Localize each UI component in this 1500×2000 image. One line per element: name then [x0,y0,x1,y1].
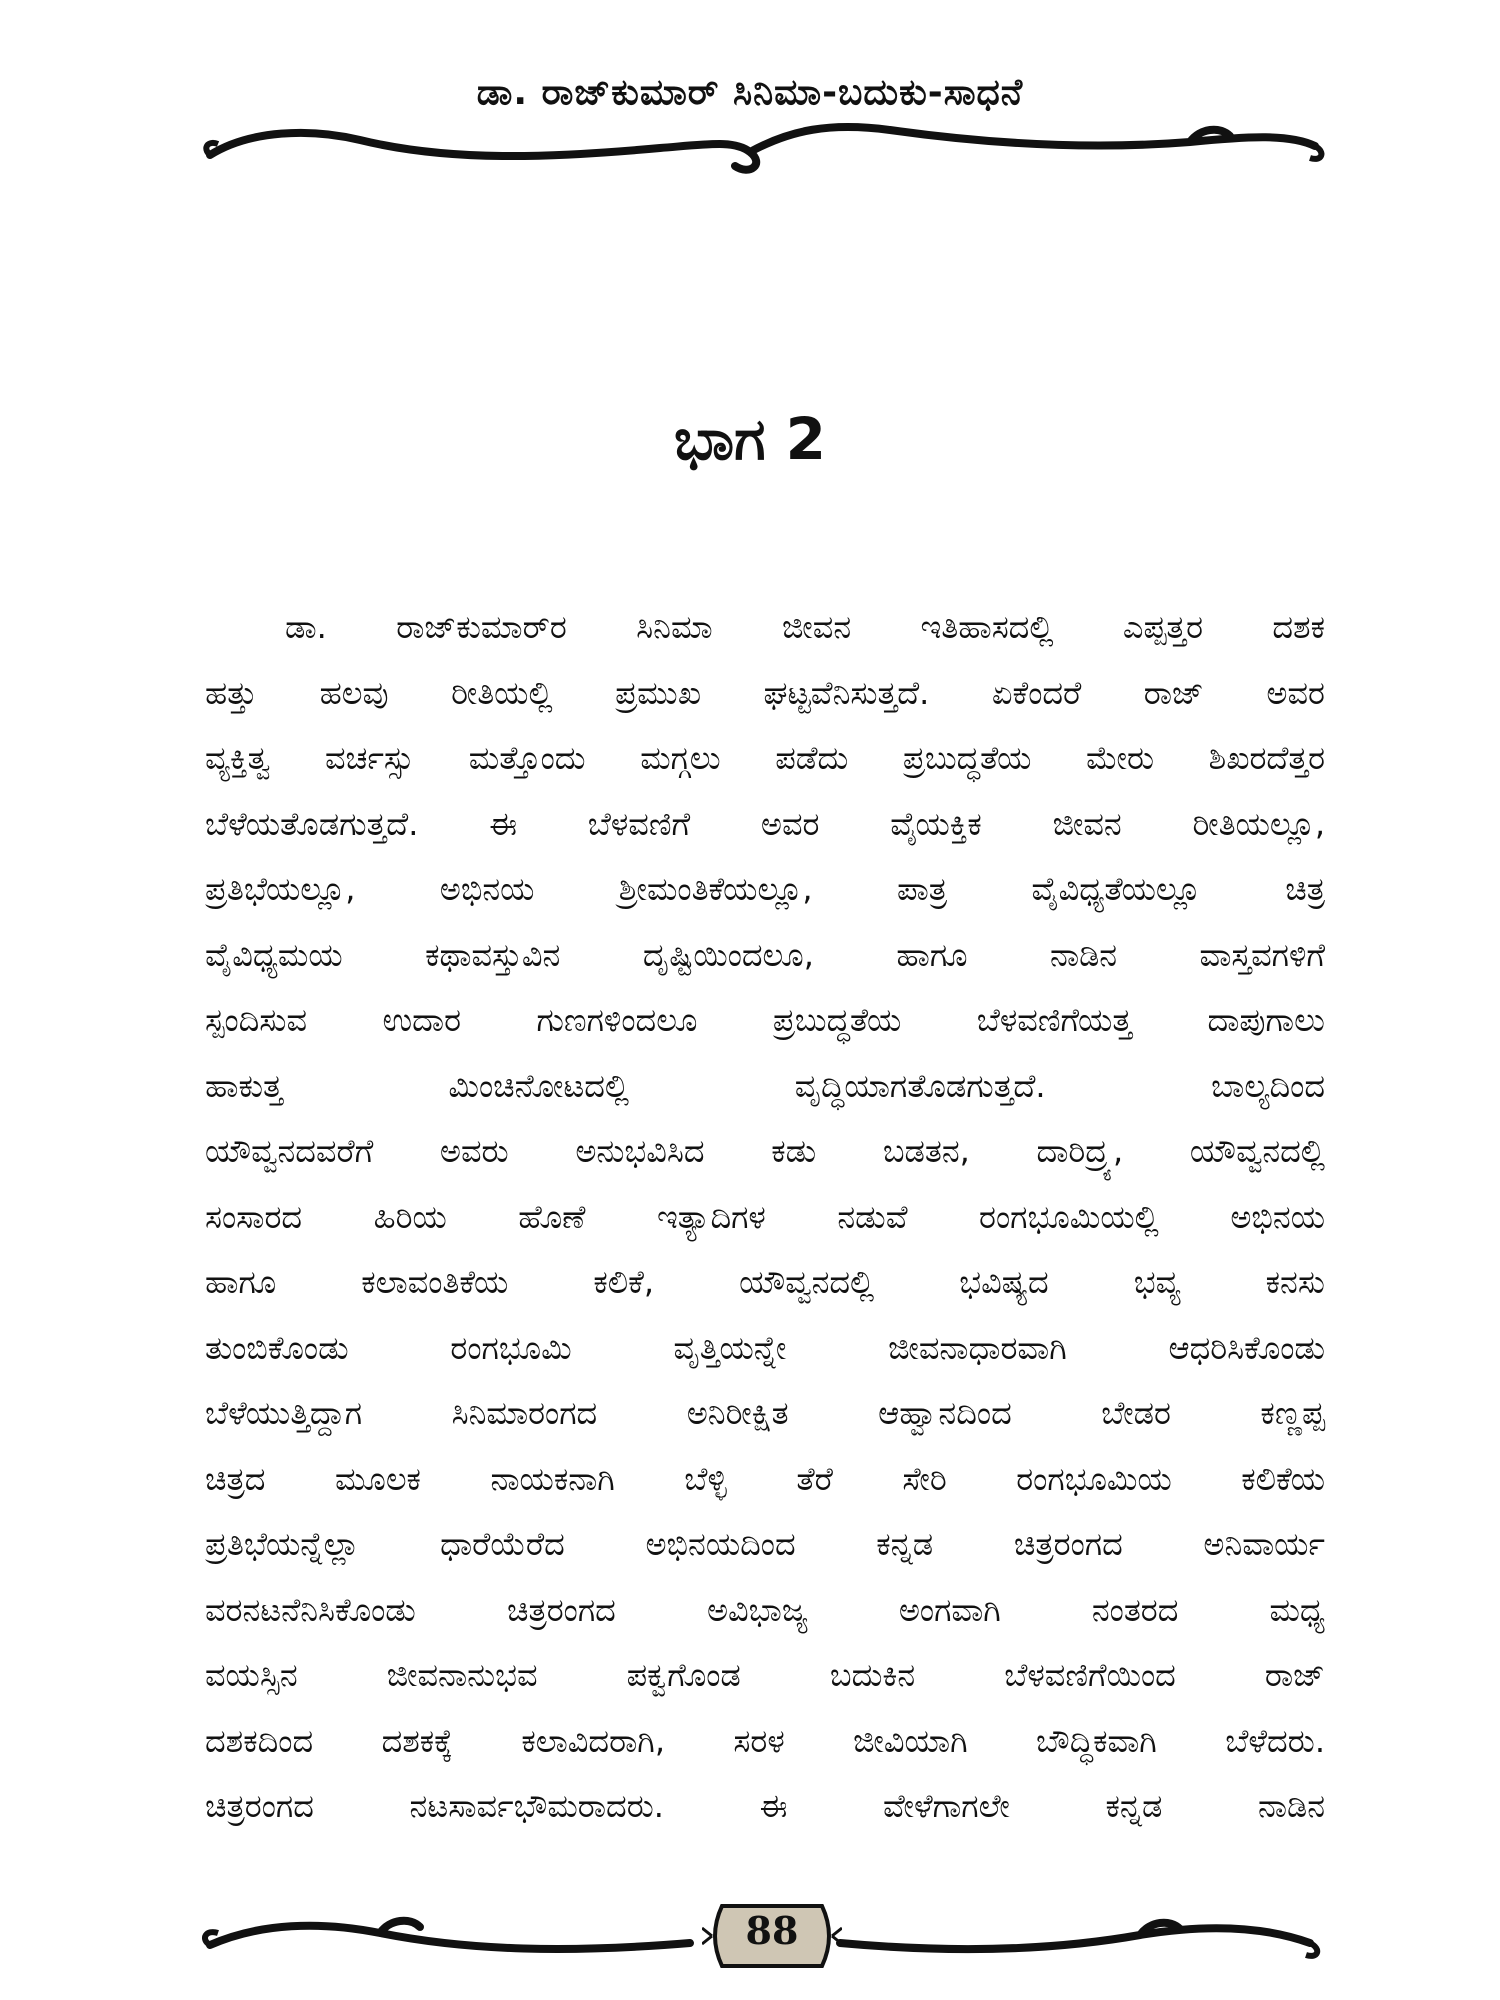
text-line: ಬೆಳೆಯುತ್ತಿದ್ದಾಗ ಸಿನಿಮಾರಂಗದ ಅನಿರೀಕ್ಷಿತ ಆಹ್ವಾನದಿಂದ ಬೇಡರ ಕಣ್ಣಪ್ಪ [205,1394,1325,1432]
part-title: ಭಾಗ 2 [673,405,826,473]
text-line: ವಯಸ್ಸಿನ ಜೀವನಾನುಭವ ಪಕ್ವಗೊಂಡ ಬದುಕಿನ ಬೆಳವಣಿಗೆಯಿಂದ ರಾಜ್ [205,1656,1325,1694]
page-number: 88 [745,1908,799,1953]
text-line: ಹಾಕುತ್ತ ಮಿಂಚಿನೋಟದಲ್ಲಿ ವೃದ್ಧಿಯಾಗತೊಡಗುತ್ತದೆ. ಬಾಲ್ಯದಿಂದ [205,1066,1325,1105]
text-line: ಪ್ರತಿಭೆಯಲ್ಲೂ, ಅಭಿನಯ ಶ್ರೀಮಂತಿಕೆಯಲ್ಲೂ, ಪಾತ್ರ ವೈವಿಧ್ಯತೆಯಲ್ಲೂ ಚಿತ್ರ [205,870,1325,908]
text-line: ಸ್ಪಂದಿಸುವ ಉದಾರ ಗುಣಗಳಿಂದಲೂ ಪ್ರಬುದ್ಧತೆಯ ಬೆಳವಣಿಗೆಯತ್ತ ದಾಪುಗಾಲು [205,1001,1325,1039]
text-line: ಡಾ. ರಾಜ್‌ಕುಮಾರ್‌ರ ಸಿನಿಮಾ ಜೀವನ ಇತಿಹಾಸದಲ್ಲಿ ಎಪ್ಪತ್ತರ ದಶಕ [285,608,1325,646]
text-line: ದಶಕದಿಂದ ದಶಕಕ್ಕೆ ಕಲಾವಿದರಾಗಿ, ಸರಳ ಜೀವಿಯಾಗಿ ಬೌದ್ಧಿಕವಾಗಿ ಬೆಳೆದರು. [205,1721,1325,1760]
body-paragraph [205,595,1325,1840]
text-line: ಪ್ರತಿಭೆಯನ್ನೆಲ್ಲಾ ಧಾರೆಯೆರೆದ ಅಭಿನಯದಿಂದ ಕನ್ನಡ ಚಿತ್ರರಂಗದ ಅನಿವಾರ್ಯ [205,1525,1325,1563]
text-line: ಬೆಳೆಯತೊಡಗುತ್ತದೆ. ಈ ಬೆಳವಣಿಗೆ ಅವರ ವೈಯಕ್ತಿಕ ಜೀವನ ರೀತಿಯಲ್ಲೂ, [205,804,1325,843]
text-line: ತುಂಬಿಕೊಂಡು ರಂಗಭೂಮಿ ವೃತ್ತಿಯನ್ನೇ ಜೀವನಾಧಾರವಾಗಿ ಆಧರಿಸಿಕೊಂಡು [205,1328,1325,1367]
text-line: ವರನಟನೆನಿಸಿಕೊಂಡು ಚಿತ್ರರಂಗದ ಅವಿಭಾಜ್ಯ ಅಂಗವಾಗಿ ನಂತರದ ಮಧ್ಯ [205,1590,1325,1629]
header-ornament-icon [190,100,1330,180]
running-header: ಡಾ. ರಾಜ್‌ಕುಮಾರ್ ಸಿನಿಮಾ-ಬದುಕು-ಸಾಧನೆ [476,72,1024,113]
text-line: ಚಿತ್ರರಂಗದ ನಟಸಾರ್ವಭೌಮರಾದರು. ಈ ವೇಳೆಗಾಗಲೇ ಕನ್ನಡ ನಾಡಿನ [205,1787,1325,1825]
text-line: ಸಂಸಾರದ ಹಿರಿಯ ಹೊಣೆ ಇತ್ಯಾದಿಗಳ ನಡುವೆ ರಂಗಭೂಮಿಯಲ್ಲಿ ಅಭಿನಯ [205,1197,1325,1236]
text-line: ಚಿತ್ರದ ಮೂಲಕ ನಾಯಕನಾಗಿ ಬೆಳ್ಳಿ ತೆರೆ ಸೇರಿ ರಂಗಭೂಮಿಯ ಕಲಿಕೆಯ [205,1459,1325,1498]
text-line: ಹಾಗೂ ಕಲಾವಂತಿಕೆಯ ಕಲಿಕೆ, ಯೌವ್ವನದಲ್ಲಿ ಭವಿಷ್ಯದ ಭವ್ಯ ಕನಸು [205,1263,1325,1301]
text-line: ಯೌವ್ವನದವರೆಗೆ ಅವರು ಅನುಭವಿಸಿದ ಕಡು ಬಡತನ, ದಾರಿದ್ರ್ಯ, ಯೌವ್ವನದಲ್ಲಿ [205,1132,1325,1170]
text-line: ಹತ್ತು ಹಲವು ರೀತಿಯಲ್ಲಿ ಪ್ರಮುಖ ಘಟ್ಟವೆನಿಸುತ್ತದೆ. ಏಕೆಂದರೆ ರಾಜ್ ಅವರ [205,673,1325,712]
text-line: ವ್ಯಕ್ತಿತ್ವ ವರ್ಚಸ್ಸು ಮತ್ತೊಂದು ಮಗ್ಗಲು ಪಡೆದು ಪ್ರಬುದ್ಧತೆಯ ಮೇರು ಶಿಖರದೆತ್ತರ [205,739,1325,777]
text-line: ವೈವಿಧ್ಯಮಯ ಕಥಾವಸ್ತುವಿನ ದೃಷ್ಟಿಯಿಂದಲೂ, ಹಾಗೂ ನಾಡಿನ ವಾಸ್ತವಗಳಿಗೆ [205,935,1325,974]
